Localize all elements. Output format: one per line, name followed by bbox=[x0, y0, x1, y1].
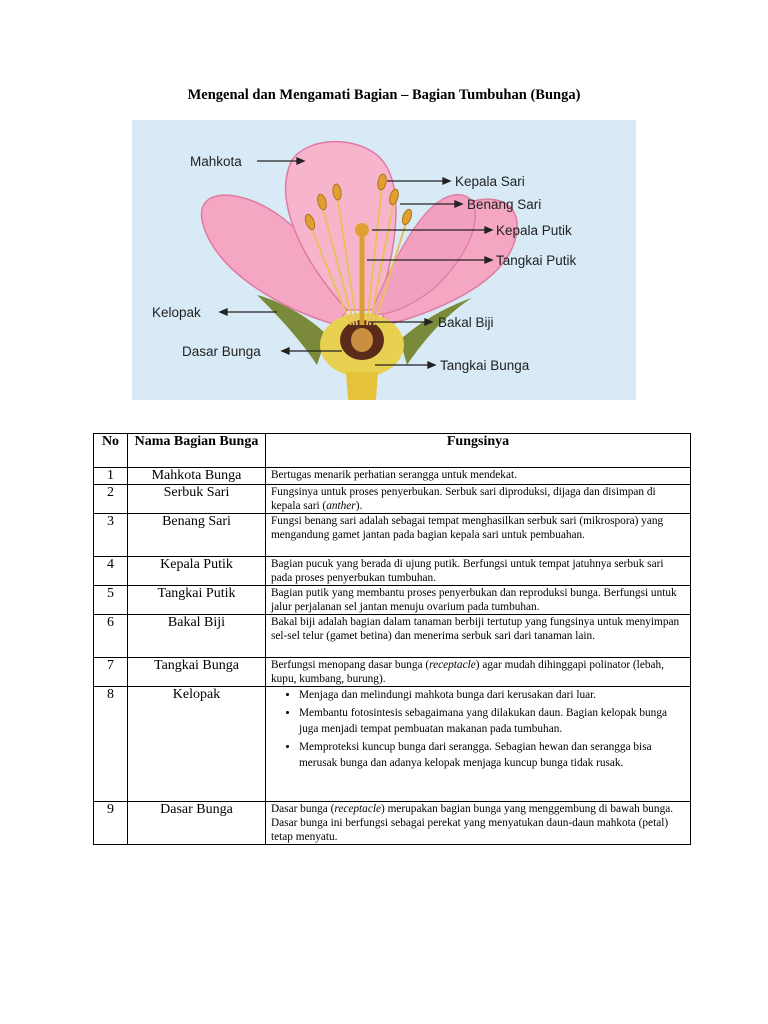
part-function: Berfungsi menopang dasar bunga (receptacle) agar mudah dihinggapi polinator (lebah, kupu, kumbang, burung). bbox=[266, 658, 691, 687]
label-bakal-biji: Bakal Biji bbox=[438, 315, 494, 330]
row-number: 2 bbox=[94, 485, 128, 514]
part-name: Kepala Putik bbox=[128, 557, 266, 586]
part-name: Tangkai Putik bbox=[128, 586, 266, 615]
label-tangkai-putik: Tangkai Putik bbox=[496, 253, 577, 268]
table-row bbox=[94, 615, 691, 658]
table-row bbox=[94, 658, 691, 687]
row-number: 5 bbox=[94, 586, 128, 615]
part-name: Tangkai Bunga bbox=[128, 658, 266, 687]
table-row bbox=[94, 586, 691, 615]
table-header-row bbox=[94, 434, 691, 468]
part-function: Bertugas menarik perhatian serangga untuk mendekat. bbox=[266, 468, 691, 485]
table-row bbox=[94, 802, 691, 845]
label-kepala-sari: Kepala Sari bbox=[455, 174, 525, 189]
part-function bbox=[266, 687, 691, 802]
list-item: • Menjaga dan melindungi mahkota bunga dari kerusakan dari luar. bbox=[299, 687, 686, 704]
stem-shape bbox=[346, 372, 378, 400]
table-row bbox=[94, 557, 691, 586]
function-bullet-list bbox=[271, 687, 686, 772]
row-number: 8 bbox=[94, 687, 128, 802]
term-receptacle: receptacle bbox=[429, 659, 476, 671]
stigma-shape bbox=[355, 223, 369, 237]
part-name: Dasar Bunga bbox=[128, 802, 266, 845]
part-name: Kelopak bbox=[128, 687, 266, 802]
flower-illustration bbox=[132, 120, 636, 400]
label-kepala-putik: Kepala Putik bbox=[496, 223, 572, 238]
label-dasar-bunga: Dasar Bunga bbox=[182, 344, 261, 359]
term-receptacle: receptacle bbox=[334, 803, 381, 815]
label-mahkota: Mahkota bbox=[190, 154, 242, 169]
label-benang-sari: Benang Sari bbox=[467, 197, 542, 212]
row-number: 6 bbox=[94, 615, 128, 658]
part-function: Dasar bunga (receptacle) merupakan bagian bunga yang menggembung di bawah bunga. Dasar bunga ini berfungsi sebagai perekat yang menyatukan daun-daun mahkota (petal) tetap menyatu. bbox=[266, 802, 691, 845]
row-number: 4 bbox=[94, 557, 128, 586]
part-function: Bagian pucuk yang berada di ujung putik. Berfungsi untuk tempat jatuhnya serbuk sari pada proses penyerbukan tumbuhan. bbox=[266, 557, 691, 586]
list-item: • Membantu fotosintesis sebagaimana yang dilakukan daun. Bagian kelopak bunga juga menjadi tempat pembuatan makanan pada tumbuhan. bbox=[299, 705, 686, 738]
list-item: • Memproteksi kuncup bunga dari serangga. Sebagian hewan dan serangga bisa merusak bunga dan adanya kelopak menjaga kuncup bunga tidak rusak. bbox=[299, 739, 686, 772]
header-function: Fungsinya bbox=[266, 434, 691, 468]
row-number: 7 bbox=[94, 658, 128, 687]
part-function: Bagian putik yang membantu proses penyerbukan dan reproduksi bunga. Berfungsi untuk jalur perjalanan sel jantan menuju ovarium pada tumbuhan. bbox=[266, 586, 691, 615]
label-tangkai-bunga: Tangkai Bunga bbox=[440, 358, 530, 373]
table-row bbox=[94, 485, 691, 514]
part-name: Serbuk Sari bbox=[128, 485, 266, 514]
term-anther: anther bbox=[326, 500, 356, 512]
table-row bbox=[94, 514, 691, 557]
part-name: Bakal Biji bbox=[128, 615, 266, 658]
header-name: Nama Bagian Bunga bbox=[128, 434, 266, 468]
part-function: Fungsi benang sari adalah sebagai tempat menghasilkan serbuk sari (mikrospora) yang mengandung gamet jantan pada bagian kepala sari untuk pembuahan. bbox=[266, 514, 691, 557]
row-number: 3 bbox=[94, 514, 128, 557]
row-number: 1 bbox=[94, 468, 128, 485]
part-name: Benang Sari bbox=[128, 514, 266, 557]
header-no: No bbox=[94, 434, 128, 468]
label-kelopak: Kelopak bbox=[152, 305, 201, 320]
page-title: Mengenal dan Mengamati Bagian – Bagian Tumbuhan (Bunga) bbox=[187, 87, 581, 103]
part-name: Mahkota Bunga bbox=[128, 468, 266, 485]
table-row bbox=[94, 687, 691, 802]
row-number: 9 bbox=[94, 802, 128, 845]
part-function: Bakal biji adalah bagian dalam tanaman berbiji tertutup yang fungsinya untuk menyimpan sel-sel telur (gamet betina) dan menerima serbuk sari dari tanaman lain. bbox=[266, 615, 691, 658]
table-row bbox=[94, 468, 691, 485]
flower-parts-table bbox=[93, 433, 691, 845]
part-function: Fungsinya untuk proses penyerbukan. Serbuk sari diproduksi, dijaga dan disimpan di kepala sari (anther). bbox=[266, 485, 691, 514]
flower-diagram bbox=[132, 120, 636, 400]
